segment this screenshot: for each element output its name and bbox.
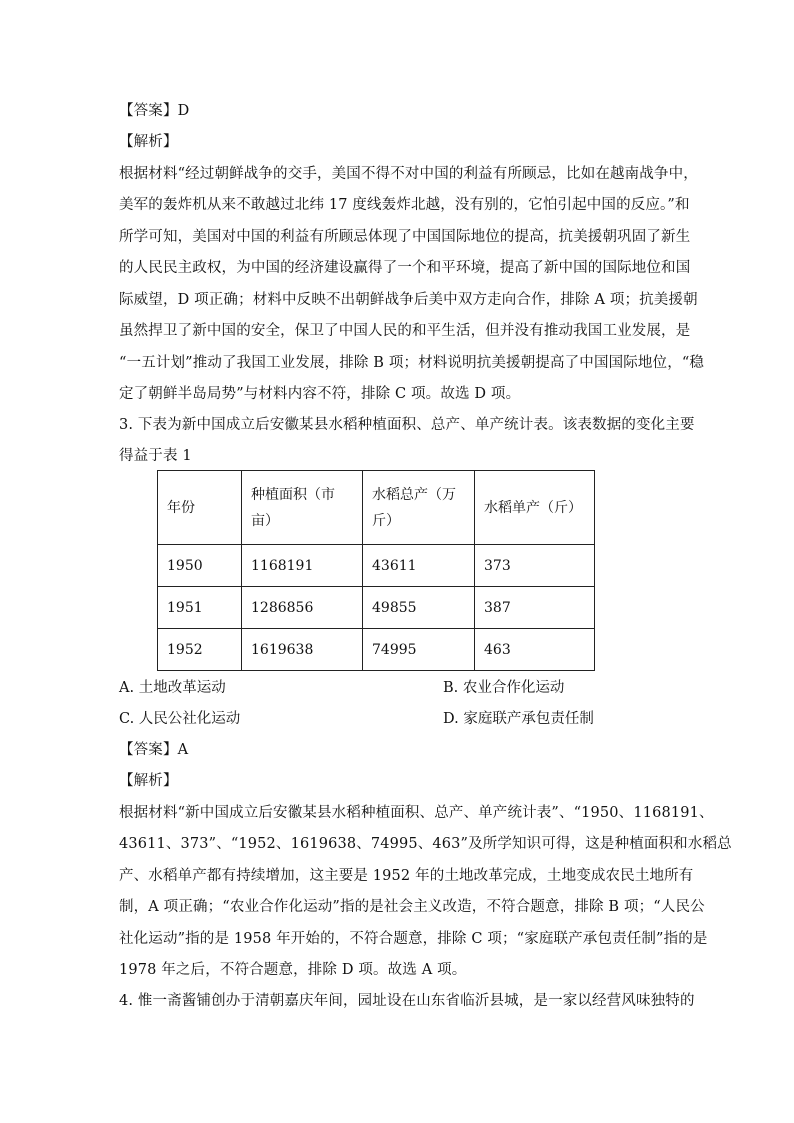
table-row xyxy=(158,629,595,671)
table-cell: 373 xyxy=(475,545,595,587)
option-b: B. 农业合作化运动 xyxy=(443,680,565,696)
question-stem-q3: 3. 下表为新中国成立后安徽某县水稻种植面积、总产、单产统计表。该表数据的变化主要 xyxy=(119,417,695,433)
question-stem-q3: 得益于表 1 xyxy=(119,448,192,464)
analysis-line: 1978 年之后，不符合题意，排除 D 项。故选 A 项。 xyxy=(119,962,467,978)
rice-statistics-table xyxy=(157,470,595,671)
table-header-cell xyxy=(158,471,242,545)
table-cell: 387 xyxy=(475,587,595,629)
header-text: 种植面积（市 xyxy=(251,486,335,503)
header-text: 年份 xyxy=(167,499,195,516)
table-cell: 43611 xyxy=(363,545,475,587)
analysis-line: 所学可知，美国对中国的利益有所顾忌体现了中国国际地位的提高，抗美援朝巩固了新生 xyxy=(119,229,691,245)
question-stem-q4: 4. 惟一斋酱铺创办于清朝嘉庆年间，园址设在山东省临沂县城，是一家以经营风味独特的 xyxy=(119,993,695,1009)
option-d: D. 家庭联产承包责任制 xyxy=(443,711,594,727)
analysis-line: 美军的轰炸机从来不敢越过北纬 17 度线轰炸北越，没有别的，它怕引起中国的反应。”和 xyxy=(119,197,690,213)
table-row xyxy=(158,545,595,587)
analysis-line: “一五计划”推动了我国工业发展，排除 B 项；材料说明抗美援朝提高了中国国际地位，“稳 xyxy=(119,355,705,371)
header-text: 水稻单产（斤） xyxy=(484,499,582,516)
analysis-line: 际威望，D 项正确；材料中反映不出朝鲜战争后美中双方走向合作，排除 A 项；抗美援朝 xyxy=(119,292,698,308)
table-cell: 463 xyxy=(475,629,595,671)
analysis-line: 社化运动”指的是 1958 年开始的，不符合题意，排除 C 项；“家庭联产承包责任制”指的是 xyxy=(119,931,708,947)
table-cell: 1952 xyxy=(158,629,242,671)
analysis-label-q3: 【解析】 xyxy=(119,773,178,789)
analysis-label-q2: 【解析】 xyxy=(119,134,178,150)
table-cell: 1286856 xyxy=(242,587,363,629)
analysis-line: 制，A 项正确；“农业合作化运动”指的是社会主义改造，不符合题意，排除 B 项；“人民公 xyxy=(119,899,705,915)
table-cell: 49855 xyxy=(363,587,475,629)
analysis-line: 定了朝鲜半岛局势”与材料内容不符，排除 C 项。故选 D 项。 xyxy=(119,386,521,402)
table-cell: 1950 xyxy=(158,545,242,587)
table-header-cell xyxy=(242,471,363,545)
table-header-cell xyxy=(475,471,595,545)
analysis-line: 根据材料“经过朝鲜战争的交手，美国不得不对中国的利益有所顾忌，比如在越南战争中， xyxy=(119,166,698,182)
analysis-line: 的人民民主政权，为中国的经济建设赢得了一个和平环境，提高了新中国的国际地位和国 xyxy=(119,260,691,276)
answer-label-q3: 【答案】A xyxy=(119,742,189,758)
table-cell: 74995 xyxy=(363,629,475,671)
analysis-line: 根据材料“新中国成立后安徽某县水稻种植面积、总产、单产统计表”、“1950、1168191、 xyxy=(119,805,714,821)
table-cell: 1168191 xyxy=(242,545,363,587)
table-header-row xyxy=(158,471,595,545)
table-header-cell xyxy=(363,471,475,545)
table-row xyxy=(158,587,595,629)
analysis-line: 43611、373”、“1952、1619638、74995、463”及所学知识可得，这是种植面积和水稻总 xyxy=(119,836,732,852)
analysis-line: 虽然捍卫了新中国的安全，保卫了中国人民的和平生活，但并没有推动我国工业发展，是 xyxy=(119,323,691,339)
header-text: 水稻总产（万 xyxy=(372,486,456,503)
analysis-line: 产、水稻单产都有持续增加，这主要是 1952 年的土地改革完成，土地变成农民土地所有 xyxy=(119,868,694,884)
header-text: 斤） xyxy=(372,512,400,529)
answer-label-q2: 【答案】D xyxy=(119,103,190,119)
table-cell: 1951 xyxy=(158,587,242,629)
option-a: A. 土地改革运动 xyxy=(119,680,226,696)
table-cell: 1619638 xyxy=(242,629,363,671)
header-text: 亩） xyxy=(251,512,279,529)
option-c: C. 人民公社化运动 xyxy=(119,711,241,727)
